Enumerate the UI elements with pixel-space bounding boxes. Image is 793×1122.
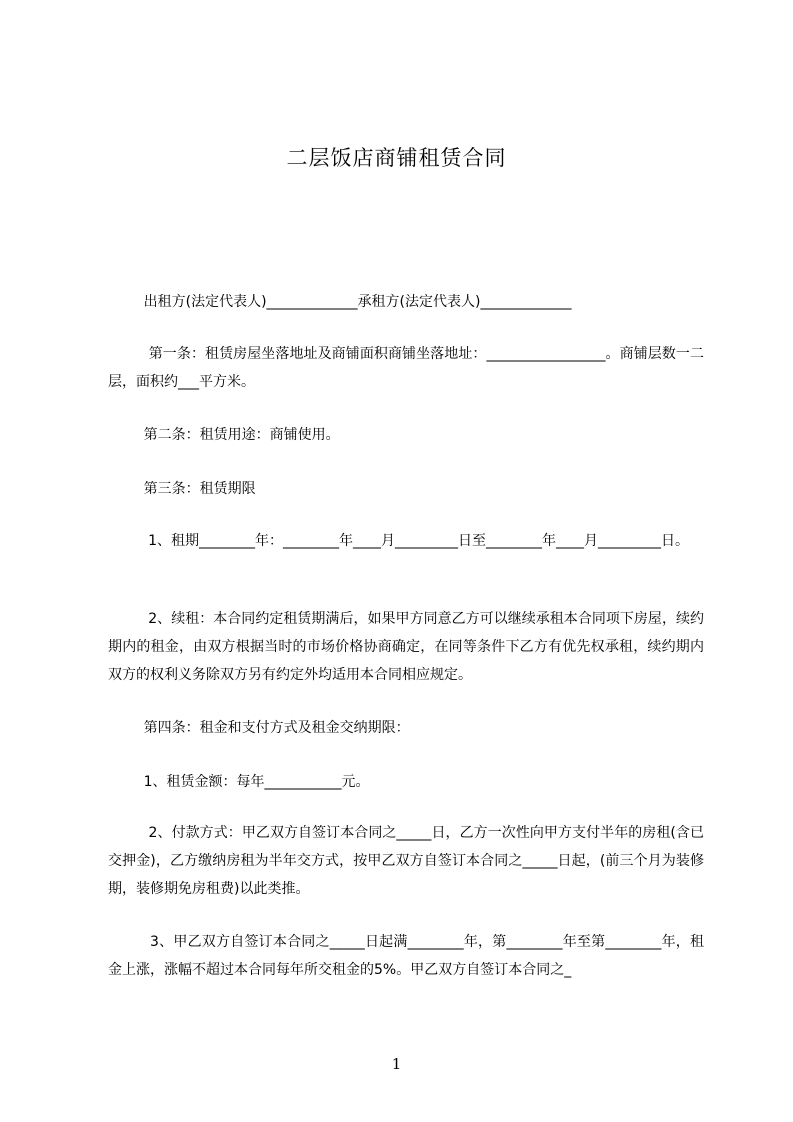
article-4-amount: 1、租赁金额：每年___________元。 (108, 774, 370, 790)
article-3-heading: 第三条：租赁期限 (108, 481, 256, 497)
article-4-payment-method: 2、付款方式：甲乙双方自签订本合同之_____日，乙方一次性向甲方支付半年的房租(含已交押金)，乙方缴纳房租为半年交方式，按甲乙双方自签订本合同之_____日起，(前三个月为装修期，装修期免房租费)以此类推。 (108, 825, 704, 897)
article-3-term: 1、租期________年：________年____月_________日至________年____月_________日。 (108, 533, 689, 549)
article-3-renewal: 2、续租：本合同约定租赁期满后，如果甲方同意乙方可以继续承租本合同项下房屋，续约期内的租金，由双方根据当时的市场价格协商确定，在同等条件下乙方有优先权承租，续约期内双方的权利义务除双方另有约定外均适用本合同相应规定。 (108, 611, 704, 683)
article-4-heading: 第四条：租金和支付方式及租金交纳期限： (108, 720, 410, 736)
article-1-location: 第一条：租赁房屋坐落地址及商铺面积商铺坐落地址：_________________。商铺层数一二层，面积约___平方米。 (108, 346, 704, 390)
article-2-purpose: 第二条：租赁用途：商铺使用。 (108, 427, 340, 443)
page-number: 1 (391, 1055, 402, 1073)
document-title: 二层饭店商铺租赁合同 (286, 146, 507, 170)
article-4-rent-increase: 3、甲乙双方自签订本合同之_____日起满________年，第________年至第________年，租金上涨，涨幅不超过本合同每年所交租金的5%。甲乙双方自签订本合同之_ (108, 934, 704, 978)
parties-line: 出租方(法定代表人)_____________承租方(法定代表人)_____________ (108, 294, 572, 310)
